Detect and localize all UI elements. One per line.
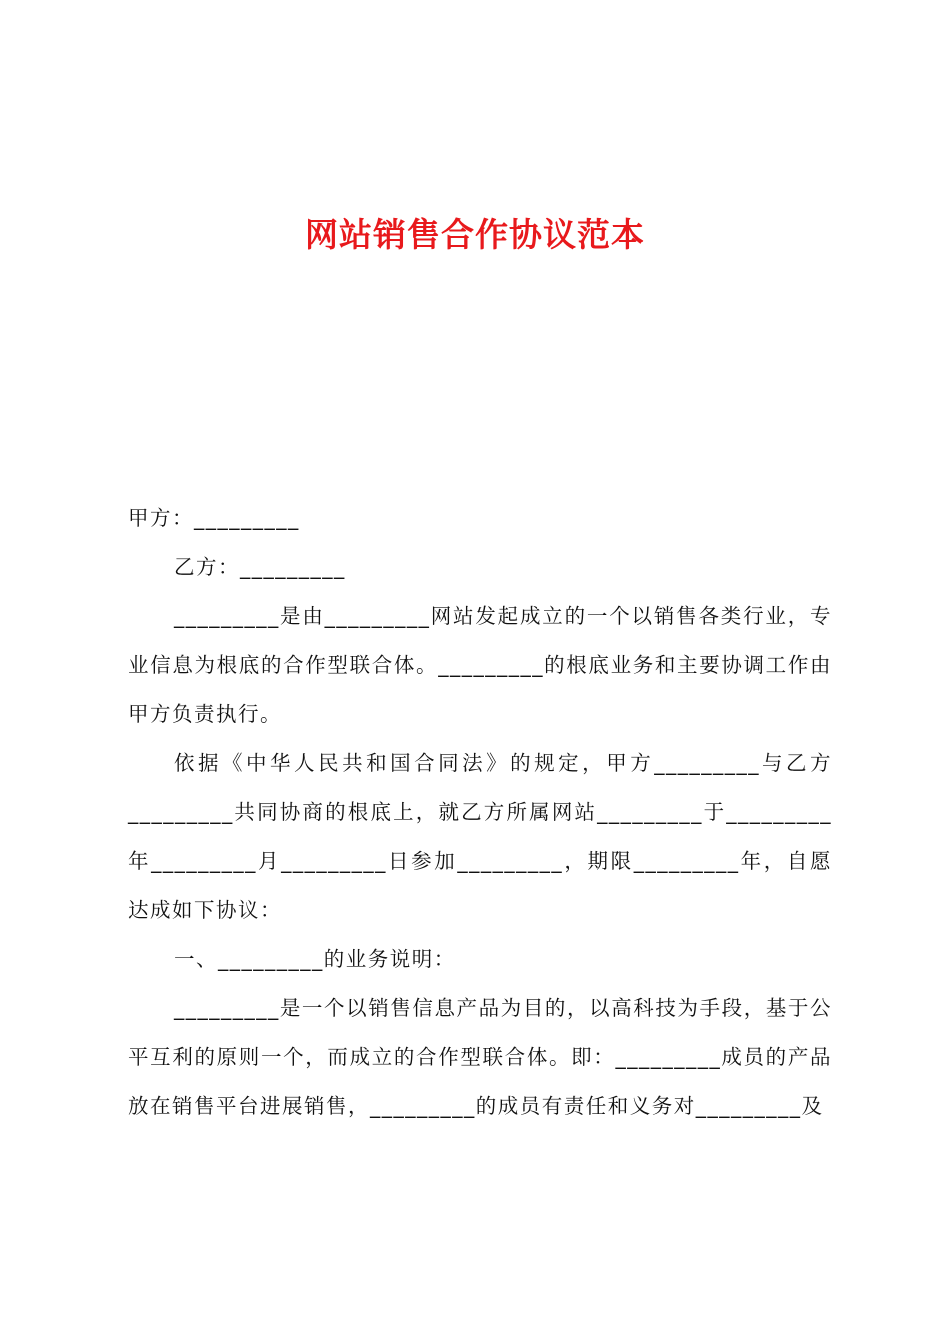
legal-basis-paragraph: 依据《中华人民共和国合同法》的规定，甲方_________与乙方_________共同协商的根底上，就乙方所属网站_________于_________年_________月_________日参加_________，期限_________年，自愿达成如下协议： [128, 751, 832, 922]
section-one-heading: 一、_________的业务说明： [174, 947, 456, 971]
document-title: 网站销售合作协议范本 [305, 215, 645, 254]
document-body [128, 494, 832, 1131]
intro-paragraph: _________是由_________网站发起成立的一个以销售各类行业，专业信息为根底的合作型联合体。_________的根底业务和主要协调工作由甲方负责执行。 [128, 604, 832, 726]
section-one-paragraph: _________是一个以销售信息产品为目的，以高科技为手段，基于公平互利的原则一个，而成立的合作型联合体。即：_________成员的产品放在销售平台进展销售，_________的成员有责任和义务对_________及 [128, 996, 832, 1118]
party-a-line: 甲方：_________ [128, 506, 300, 530]
party-b-line: 乙方：_________ [174, 555, 346, 579]
